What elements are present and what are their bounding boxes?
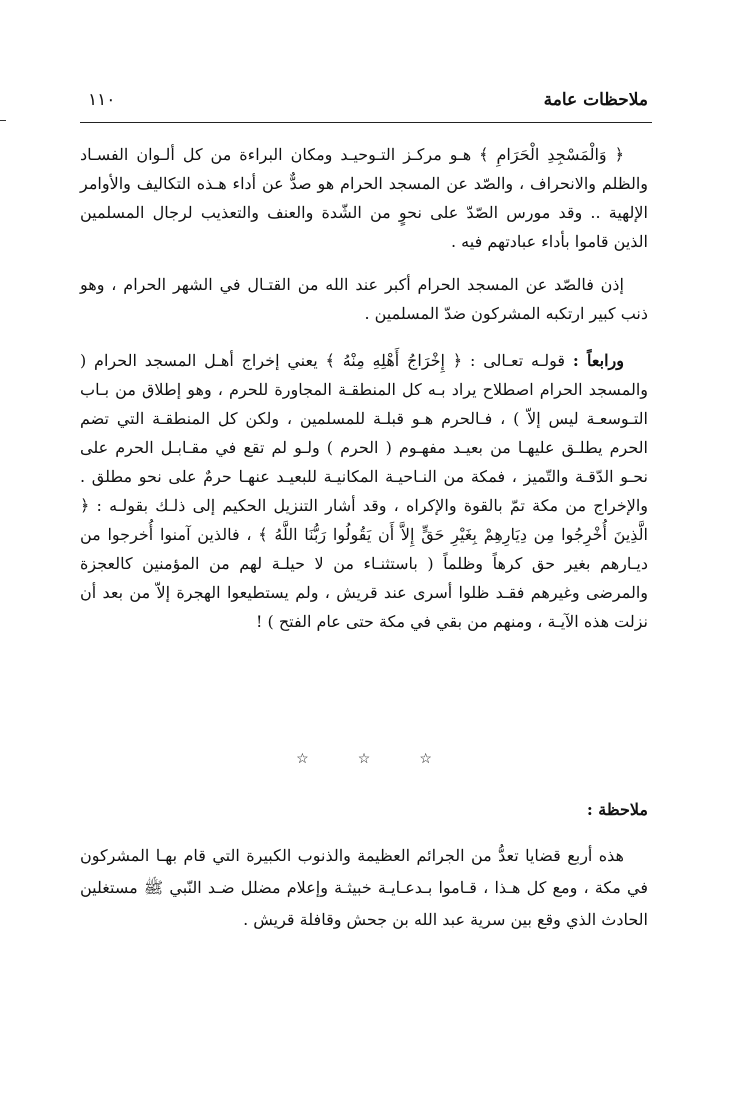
note-text: هذه أربع قضايا تعدُّ من الجرائم العظيمة والذنوب الكبيرة التي قام بهـا المشركون في مكة ، ومع كل هـذا ، قـاموا بـدعـايـة خبيثـة وإعلام مضلل ضـد النّبي ﷺ مستغلين الحادث الذي وقع بين سرية عبد الله بن جحش وقافلة قريش . bbox=[80, 846, 649, 929]
paragraph-conclusion bbox=[80, 270, 648, 328]
running-header bbox=[80, 86, 648, 118]
paragraph-text: ﴿ وَالْمَسْجِدِ الْحَرَامِ ﴾ هـو مركـز التـوحيـد ومكان البراءة من كل ألـوان الفسـاد والظلم والانحراف ، والصّد عن المسجد الحرام هو صدٌّ عن أداء هـذه التكاليف والأوامر الإلهية .. وقد مورس الصّدّ على نحوٍ من الشّدة والعنف والتعذيب لرجال المسلمين الذين قاموا بأداء عبادتهم فيه . bbox=[80, 145, 648, 251]
page-number: ١١٠ bbox=[88, 90, 116, 110]
paragraph-fourth bbox=[80, 346, 648, 636]
header-title: ملاحظات عامة bbox=[543, 90, 648, 110]
margin-mark bbox=[0, 120, 6, 121]
star-icon: ☆ bbox=[419, 751, 432, 767]
header-rule bbox=[80, 122, 652, 123]
paragraph-sacred-mosque bbox=[80, 140, 648, 256]
paragraph-text: إذن فالصّد عن المسجد الحرام أكبر عند الله من القتـال في الشهر الحرام ، وهو ذنب كبير ارتكبه المشركون ضدّ المسلمين . bbox=[80, 275, 648, 323]
section-separator bbox=[80, 748, 648, 772]
paragraph-text: قولـه تعـالى : ﴿ إِخْرَاجُ أَهْلِهِ مِنْهُ ﴾ يعني إخراج أهـل المسجد الحرام ( والمسجد الحرام اصطلاح يراد بـه كل المنطقـة المجاورة للحرم ، وهو إطلاق من بـاب التـوسعـة ليس إلاّ ) ، فـالحرم هـو قبلـة للمسلمين ، ولكن كل المنطقـة التي تضم الحرم يطلـق عليهـا من بعيـد مفهـوم ( الحرم ) ولـو لم تقع في مقـابـل الحرم على نحـو الدّقـة والتّميز ، فمكة من النـاحيـة المكانيـة للبعيـد عنهـا حرمٌ على نحو مطلق . والإخراج من مكة تمّ بالقوة والإكراه ، وقد أشار التنزيل الحكيم إلى ذلـك بقولـه : ﴿ الَّذِينَ أُخْرِجُوا مِن دِيَارِهِمْ بِغَيْرِ حَقٍّ إِلاَّ أَن يَقُولُوا رَبُّنَا اللَّهُ ﴾ ، فالذين آمنوا أُخرجوا من ديـارهم بغير حق كرهاً وظلماً ( باستثنـاء من لا حيلـة لهم من المؤمنين كالعجزة والمرضى وغيرهم فقـد ظلوا أسرى عند قريش ، ولم يستطيعوا الهجرة إلاّ من بعد أن نزلت هذه الآيـة ، ومنهم من بقي في مكة حتى عام الفتح ) ! bbox=[80, 351, 648, 631]
star-icon: ☆ bbox=[357, 751, 371, 767]
paragraph-lead: ورابعاً : bbox=[572, 351, 624, 370]
body-text bbox=[80, 140, 648, 650]
star-icon: ☆ bbox=[296, 751, 309, 767]
note-heading: ملاحظة : bbox=[586, 800, 648, 819]
